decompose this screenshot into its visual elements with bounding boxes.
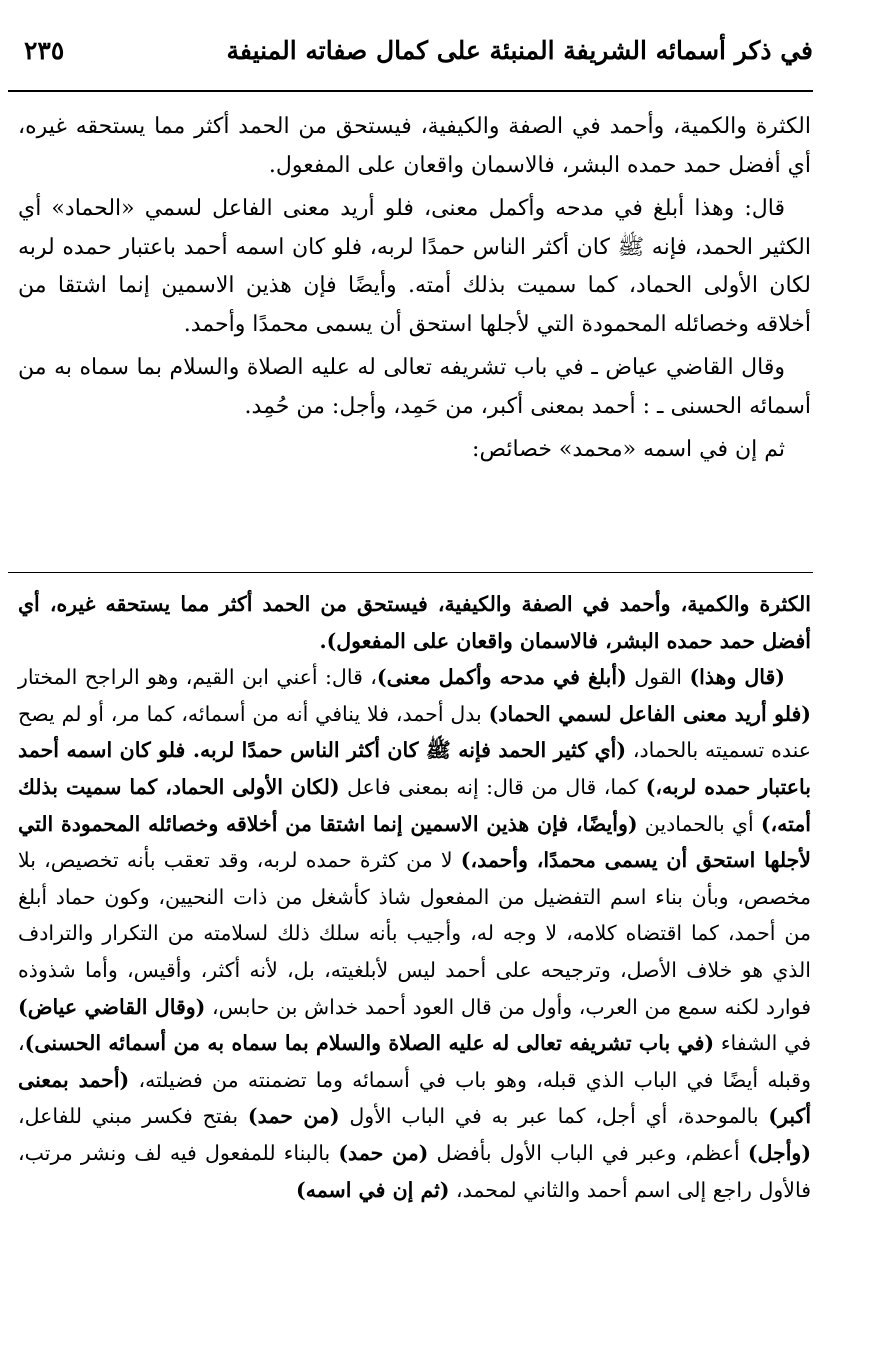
commentary-text	[18, 586, 811, 1208]
quoted-text: (وأجل)	[747, 1140, 812, 1165]
main-paragraph: وقال القاضي عياض ـ في باب تشريفه تعالى له عليه الصلاة والسلام بما سماه به من أسمائه الحسنى ـ : أحمد بمعنى أكبر، من حَمِد، وأجل: من حُمِد.	[18, 355, 811, 419]
commentary-separator-rule	[8, 572, 813, 573]
quoted-text: (وقال القاضي عياض)	[18, 994, 206, 1019]
main-paragraph: الكثرة والكمية، وأحمد في الصفة والكيفية، فيستحق من الحمد أكثر مما يستحقه غيره، أي أفضل حمد حمده البشر، فالاسمان واقعان على المفعول.	[18, 114, 811, 178]
quoted-text: (فلو أريد معنى الفاعل لسمي الحماد)	[488, 701, 811, 726]
main-paragraph: ثم إن في اسمه «محمد» خصائص:	[472, 437, 785, 462]
main-text	[18, 108, 811, 475]
commentary-span: القول	[626, 665, 690, 690]
commentary-span: بالموحدة، أي أجل، كما عبر به في الباب الأول	[339, 1104, 769, 1129]
commentary-span: لا من كثرة حمده لربه، وقد تعقب بأنه تخصيص، بلا مخصص، وبأن بناء اسم التفضيل من المفعول شاذ كأشغل من ذات النحيين، وكون حماد أبلغ من أحمد، كما اقتضاه كلامه، لا وجه له، وأجيب بأنه سلك ذلك لسلامته من التكرار والترادف الذي هو خلاف الأصل، وترجيحه على أحمد ليس لأبلغيته، بل، لأنه أكثر، وأقيس، وأما شذوذه فوارد لكنه سمع من العرب، وأول من قال العود أحمد خداش بن حابس،	[18, 848, 811, 1019]
commentary-span: بفتح فكسر مبني للفاعل،	[18, 1104, 248, 1129]
page-number: ٢٣٥	[24, 36, 65, 65]
quoted-text: (لكان الأولى الحماد، كما سميت بذلك أمته،)	[18, 774, 811, 836]
commentary-span: في الشفاء	[714, 1031, 812, 1056]
running-title: في ذكر أسمائه الشريفة المنبئة على كمال صفاته المنيفة	[226, 36, 813, 65]
quoted-text: (أبلغ في مدحه وأكمل معنى)	[376, 665, 627, 690]
quoted-text: (قال وهذا)	[689, 665, 785, 690]
commentary-span: بالبناء للمفعول فيه لف ونشر مرتب، فالأول راجع إلى اسم أحمد والثاني لمحمد،	[18, 1140, 811, 1202]
commentary-span: ، قال: أعني ابن القيم، وهو الراجح المختار	[18, 665, 377, 690]
commentary-span: كما، قال من قال: إنه بمعنى فاعل	[339, 774, 646, 799]
commentary-span: بدل أحمد، فلا ينافي أنه من أسمائه، كما مر، أو لم يصح عنده تسميته بالحماد،	[18, 701, 812, 763]
quoted-text: (من حمد)	[247, 1104, 340, 1129]
commentary-span: ، وقبله أيضًا في الباب الذي قبله، وهو باب في أسمائه وما تضمنته من فضيلته،	[18, 1031, 811, 1092]
page-header	[24, 30, 813, 80]
quoted-text: الكثرة والكمية، وأحمد في الصفة والكيفية، فيستحق من الحمد أكثر مما يستحقه غيره، أي أفضل حمد حمده البشر، فالاسمان واقعان على المفعول).	[18, 592, 811, 653]
quoted-text: (وأيضًا، فإن هذين الاسمين إنما اشتقا من أخلاقه وخصائله المحمودة التي لأجلها استحق أن يسمى محمدًا، وأحمد،)	[18, 811, 812, 873]
commentary-span: أي بالحمادين	[637, 811, 761, 836]
quoted-text: (أحمد بمعنى أكبر)	[18, 1067, 812, 1129]
quoted-text: (من حمد)	[338, 1140, 429, 1165]
quoted-text: (أي كثير الحمد فإنه ﷺ كان أكثر الناس حمدًا لربه. فلو كان اسمه أحمد باعتبار حمده لربه،)	[18, 738, 811, 799]
header-rule	[8, 90, 813, 92]
commentary-paragraph	[18, 586, 811, 659]
quoted-text: (في باب تشريفه تعالى له عليه الصلاة والسلام بما سماه به من أسمائه الحسنى)	[24, 1031, 715, 1056]
commentary-paragraph	[18, 659, 811, 1208]
commentary-span: أعظم، وعبر في الباب الأول بأفضل	[428, 1140, 748, 1165]
quoted-text: (ثم إن في اسمه)	[296, 1177, 450, 1202]
main-paragraph: قال: وهذا أبلغ في مدحه وأكمل معنى، فلو أريد معنى الفاعل لسمي «الحماد» أي الكثير الحمد، فإنه ﷺ كان أكثر الناس حمدًا لربه، فلو كان اسمه أحمد باعتبار حمده لربه لكان الأولى الحماد، كما سميت بذلك أمته. وأيضًا فإن هذين الاسمين إنما اشتقا من أخلاقه وخصائله المحمودة التي لأجلها استحق أن يسمى محمدًا وأحمد.	[18, 196, 811, 337]
